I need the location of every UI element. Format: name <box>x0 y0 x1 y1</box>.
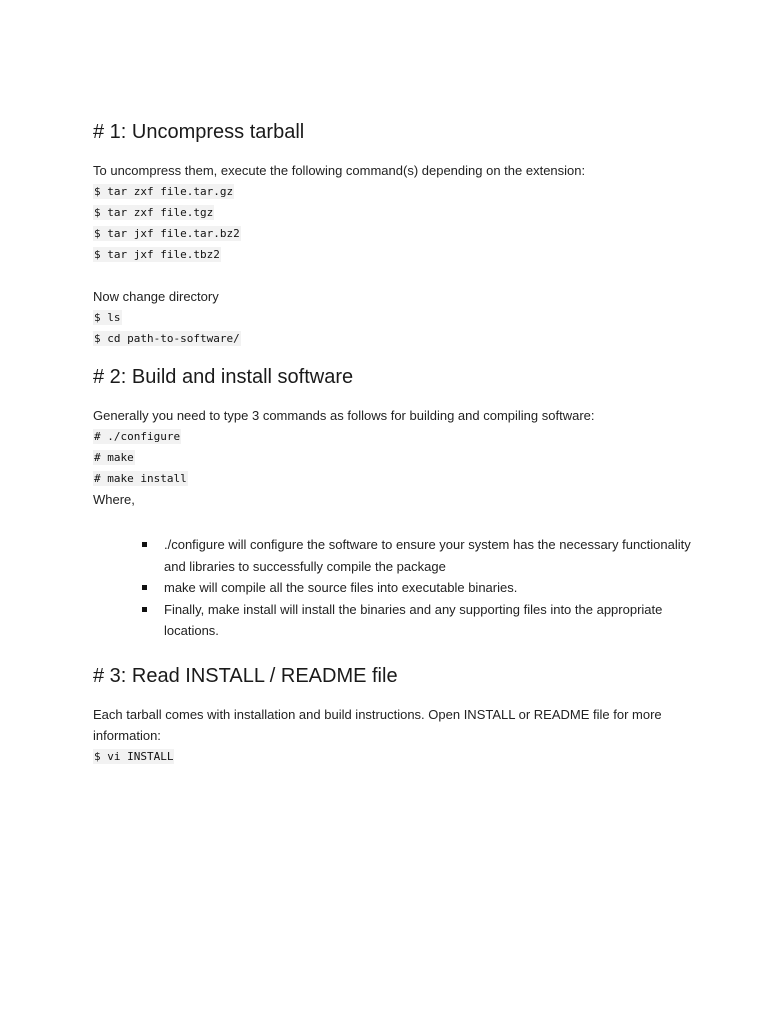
code-line <box>93 746 693 767</box>
square-bullet-icon <box>142 607 147 612</box>
section-2-heading: # 2: Build and install software <box>93 366 354 388</box>
change-directory-text: Now change directory <box>93 289 219 304</box>
section-2-command-list <box>93 426 693 489</box>
code-text: # make <box>94 451 134 464</box>
code-text: $ cd path-to-software/ <box>94 332 240 345</box>
list-item <box>93 577 693 599</box>
square-bullet-icon <box>142 585 147 590</box>
code-line <box>93 447 693 468</box>
list-item-text: ./configure will configure the software to ensure your system has the necessary functionality and libraries to successfully compile the package <box>164 537 691 574</box>
code-text: $ tar zxf file.tgz <box>94 206 214 219</box>
square-bullet-icon <box>142 542 147 547</box>
code-line <box>93 328 693 349</box>
list-item <box>93 599 693 642</box>
code-line <box>93 181 693 202</box>
section-3-heading: # 3: Read INSTALL / README file <box>93 664 398 687</box>
code-line <box>93 468 693 489</box>
section-3-command-list <box>93 746 693 767</box>
code-text: # ./configure <box>94 430 181 443</box>
code-text: $ tar jxf file.tbz2 <box>94 248 220 261</box>
section-1-command-list <box>93 181 693 265</box>
code-line <box>93 426 693 447</box>
where-text: Where, <box>93 492 135 507</box>
code-line <box>93 223 693 244</box>
code-line <box>93 244 693 265</box>
section-2-intro: Generally you need to type 3 commands as follows for building and compiling software: <box>93 408 595 423</box>
code-text: # make install <box>94 472 187 485</box>
code-text: $ ls <box>94 311 121 324</box>
section-1-dir-command-list <box>93 307 693 349</box>
code-text: $ tar jxf file.tar.bz2 <box>94 227 240 240</box>
code-line <box>93 202 693 223</box>
document-body <box>93 118 693 767</box>
section-3-intro: Each tarball comes with installation and build instructions. Open INSTALL or README file for more information: <box>93 706 662 743</box>
code-line <box>93 307 693 328</box>
section-1-intro: To uncompress them, execute the following command(s) depending on the extension: <box>93 163 586 178</box>
list-item <box>93 534 693 577</box>
code-text: $ tar zxf file.tar.gz <box>94 185 234 198</box>
list-item-text: Finally, make install will install the binaries and any supporting files into the appropriate locations. <box>164 601 663 638</box>
section-1-heading: # 1: Uncompress tarball <box>93 121 305 143</box>
explanation-list <box>93 534 693 642</box>
code-text: $ vi INSTALL <box>94 749 174 763</box>
list-item-text: make will compile all the source files into executable binaries. <box>164 580 518 595</box>
